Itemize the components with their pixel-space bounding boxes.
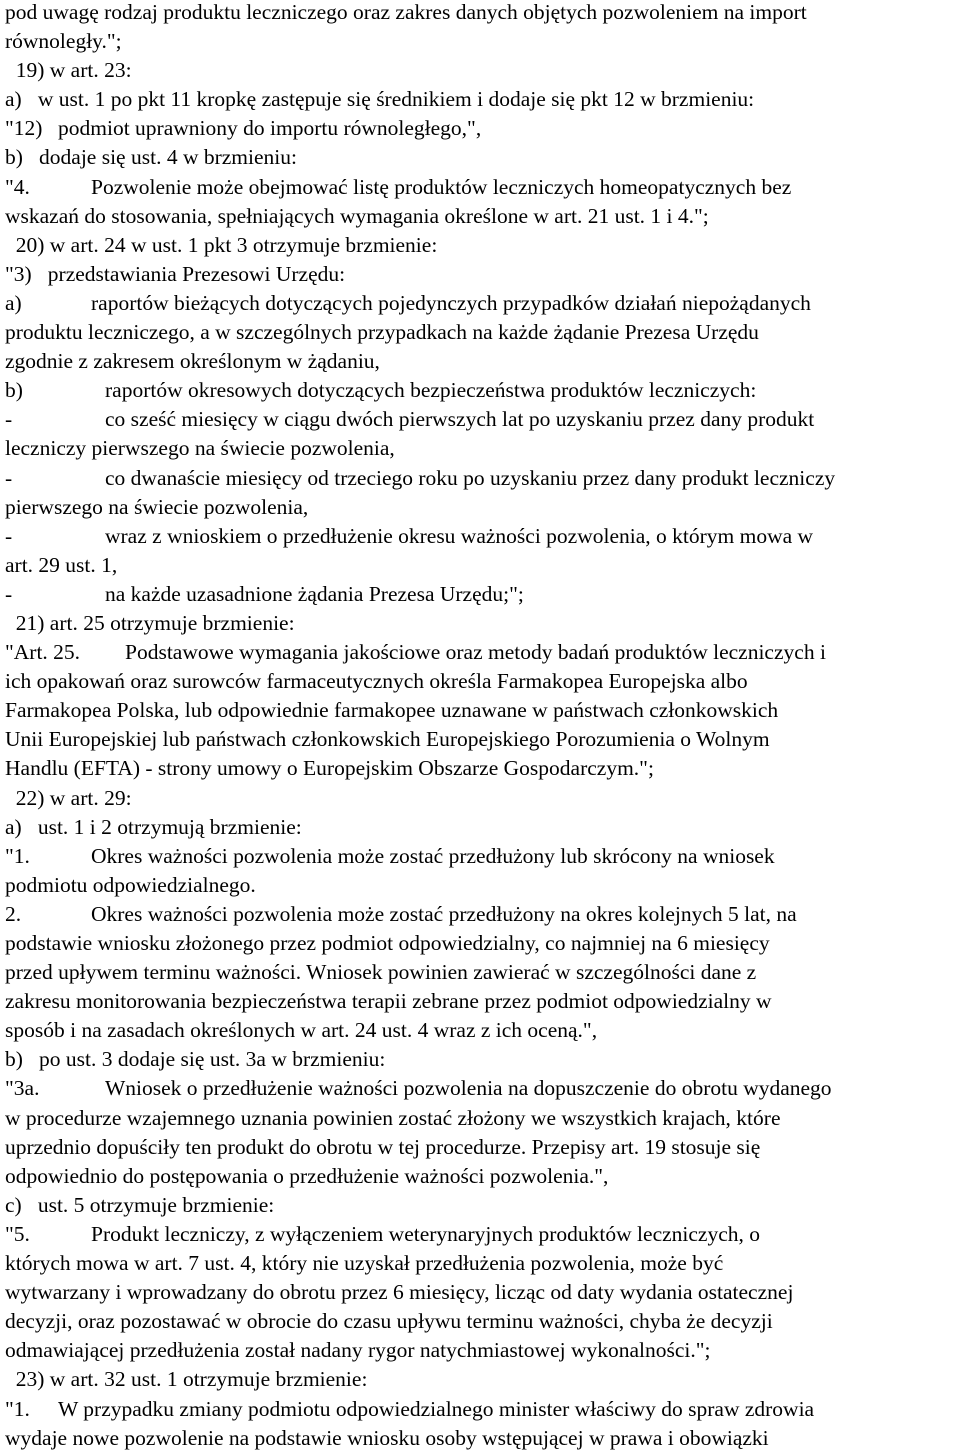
text-line (5, 0, 960, 27)
line-text: 20) w art. 24 w ust. 1 pkt 3 otrzymuje brzmienie: (5, 232, 438, 257)
line-text: Wniosek o przedłużenie ważności pozwolenia na dopuszczenie do obrotu wydanego (105, 1076, 832, 1101)
line-text: Podstawowe wymagania jakościowe oraz metody badań produktów leczniczych i (125, 640, 826, 665)
line-text: odpowiednio do postępowania o przedłużenie ważności pozwolenia.", (5, 1163, 609, 1188)
text-line (5, 27, 960, 56)
line-text: 22) w art. 29: (5, 785, 132, 810)
line-marker: "1. (5, 1396, 30, 1421)
line-text: Farmakopea Polska, lub odpowiednie farmakopee uznawane w państwach członkowskich (5, 698, 779, 723)
line-text: których mowa w art. 7 ust. 4, który nie uzyskał przedłużenia pozwolenia, może być (5, 1251, 724, 1276)
line-text: na każde uzasadnione żądania Prezesa Urzędu;"; (105, 581, 524, 606)
line-text: raportów bieżących dotyczących pojedynczych przypadków działań niepożądanych (91, 290, 811, 315)
line-text: 21) art. 25 otrzymuje brzmienie: (5, 610, 295, 635)
line-marker: "3a. (5, 1076, 40, 1101)
text-line (5, 318, 960, 347)
line-text: wydaje nowe pozwolenie na podstawie wniosku osoby wstępującej w prawa i obowiązki (5, 1425, 769, 1450)
line-text: 19) w art. 23: (5, 58, 132, 83)
line-text: 23) w art. 32 ust. 1 otrzymuje brzmienie: (5, 1367, 368, 1392)
line-text: Unii Europejskiej lub państwach członkowskich Europejskiego Porozumienia o Wolnym (5, 727, 770, 752)
text-line (5, 784, 960, 813)
line-text: sposób i na zasadach określonych w art. 24 ust. 4 wraz z ich oceną.", (5, 1018, 598, 1043)
line-text: Okres ważności pozwolenia może zostać przedłużony na okres kolejnych 5 lat, na (91, 901, 797, 926)
line-text: c) ust. 5 otrzymuje brzmienie: (5, 1192, 275, 1217)
text-line (5, 958, 960, 987)
text-line (5, 1045, 960, 1074)
text-line (5, 638, 960, 667)
text-line (5, 754, 960, 783)
text-line (5, 1249, 960, 1278)
text-line (5, 260, 960, 289)
text-line (5, 1365, 960, 1394)
text-line (5, 580, 960, 609)
text-line (5, 551, 960, 580)
text-line (5, 1395, 960, 1424)
text-line (5, 1307, 960, 1336)
text-line (5, 434, 960, 463)
text-line (5, 1424, 960, 1453)
text-line (5, 696, 960, 725)
line-text: ich opakowań oraz surowców farmaceutycznych określa Farmakopea Europejska albo (5, 669, 748, 694)
line-text: podstawie wniosku złożonego przez podmiot odpowiedzialny, co najmniej na 6 miesięcy (5, 931, 770, 955)
line-text: wraz z wnioskiem o przedłużenie okresu ważności pozwolenia, o którym mowa w (105, 523, 814, 548)
text-line (5, 1133, 960, 1162)
line-marker: - (5, 465, 13, 490)
line-text: b) po ust. 3 dodaje się ust. 3a w brzmieniu: (5, 1047, 386, 1072)
text-line (5, 405, 960, 434)
line-marker: "12) (5, 116, 43, 141)
line-text: co sześć miesięcy w ciągu dwóch pierwszych lat po uzyskaniu przez dany produkt (105, 407, 815, 432)
text-line (5, 667, 960, 696)
text-line (5, 1191, 960, 1220)
line-text: a) ust. 1 i 2 otrzymują brzmienie: (5, 814, 302, 839)
text-line (5, 987, 960, 1016)
text-line (5, 1104, 960, 1133)
text-line (5, 202, 960, 231)
text-line (5, 1016, 960, 1045)
line-text: zgodnie z zakresem określonym w żądaniu, (5, 349, 380, 374)
text-line (5, 871, 960, 900)
line-marker: 2. (5, 901, 22, 926)
line-marker: - (5, 407, 13, 432)
text-line (5, 929, 960, 958)
text-line (5, 725, 960, 754)
line-text: odmawiającej przedłużenia został nadany rygor natychmiastowej wykonalności."; (5, 1338, 711, 1363)
text-line (5, 1074, 960, 1103)
line-marker: "1. (5, 843, 30, 868)
text-line (5, 173, 960, 202)
line-text: W przypadku zmiany podmiotu odpowiedzialnego minister właściwy do spraw zdrowia (58, 1396, 815, 1421)
line-marker: "5. (5, 1221, 30, 1246)
text-line (5, 1220, 960, 1249)
text-line (5, 522, 960, 551)
line-text: przed upływem terminu ważności. Wniosek powinien zawierać w szczególności dane z (5, 960, 757, 985)
text-line (5, 56, 960, 85)
line-text: leczniczy pierwszego na świecie pozwolenia, (5, 436, 395, 461)
line-text: co dwanaście miesięcy od trzeciego roku po uzyskaniu przez dany produkt leczniczy (105, 465, 836, 490)
line-marker: - (5, 581, 13, 606)
line-text: pierwszego na świecie pozwolenia, (5, 494, 309, 519)
text-line (5, 231, 960, 260)
text-line (5, 1278, 960, 1307)
line-text: pod uwagę rodzaj produktu leczniczego oraz zakres danych objętych pozwoleniem na import (5, 0, 807, 24)
text-line (5, 85, 960, 114)
line-text: b) dodaje się ust. 4 w brzmieniu: (5, 145, 297, 170)
line-marker: "4. (5, 174, 30, 199)
line-text: decyzji, oraz pozostawać w obrocie do czasu upływu terminu ważności, chyba że decyzji (5, 1309, 773, 1334)
text-line (5, 464, 960, 493)
line-text: raportów okresowych dotyczących bezpieczeństwa produktów leczniczych: (105, 378, 757, 403)
text-line (5, 900, 960, 929)
text-line (5, 143, 960, 172)
text-line (5, 493, 960, 522)
line-text: produktu leczniczego, a w szczególnych przypadkach na każde żądanie Prezesa Urzędu (5, 320, 759, 345)
line-text: uprzednio dopuściły ten produkt do obrotu w tej procedurze. Przepisy art. 19 stosuje się (5, 1134, 761, 1159)
text-line (5, 114, 960, 143)
text-line (5, 609, 960, 638)
text-line (5, 289, 960, 318)
line-text: "3) przedstawiania Prezesowi Urzędu: (5, 261, 346, 286)
line-text: wskazań do stosowania, spełniających wymagania określone w art. 21 ust. 1 i 4."; (5, 203, 709, 228)
line-text: Produkt leczniczy, z wyłączeniem weterynaryjnych produktów leczniczych, o (91, 1221, 761, 1246)
line-text: wytwarzany i wprowadzany do obrotu przez 6 miesięcy, licząc od daty wydania ostatecznej (5, 1280, 794, 1305)
text-line (5, 347, 960, 376)
line-marker: a) (5, 290, 22, 315)
line-text: a) w ust. 1 po pkt 11 kropkę zastępuje się średnikiem i dodaje się pkt 12 w brzmieniu: (5, 87, 755, 112)
line-text: równoległy."; (5, 29, 122, 54)
line-marker: b) (5, 378, 23, 403)
text-line (5, 376, 960, 405)
line-text: Okres ważności pozwolenia może zostać przedłużony lub skrócony na wniosek (91, 843, 775, 868)
line-text: w procedurze wzajemnego uznania powinien zostać złożony we wszystkich krajach, które (5, 1105, 781, 1130)
text-line (5, 842, 960, 871)
text-line (5, 813, 960, 842)
line-text: Pozwolenie może obejmować listę produktów leczniczych homeopatycznych bez (91, 174, 792, 199)
line-text: podmiotu odpowiedzialnego. (5, 872, 256, 897)
line-text: podmiot uprawniony do importu równoległego,", (58, 116, 482, 141)
text-line (5, 1162, 960, 1191)
line-marker: - (5, 523, 13, 548)
line-text: art. 29 ust. 1, (5, 552, 118, 577)
text-line (5, 1336, 960, 1365)
line-marker: "Art. 25. (5, 640, 81, 665)
line-text: Handlu (EFTA) - strony umowy o Europejskim Obszarze Gospodarczym."; (5, 756, 654, 781)
line-text: zakresu monitorowania bezpieczeństwa terapii zebrane przez podmiot odpowiedzialny w (5, 989, 772, 1014)
